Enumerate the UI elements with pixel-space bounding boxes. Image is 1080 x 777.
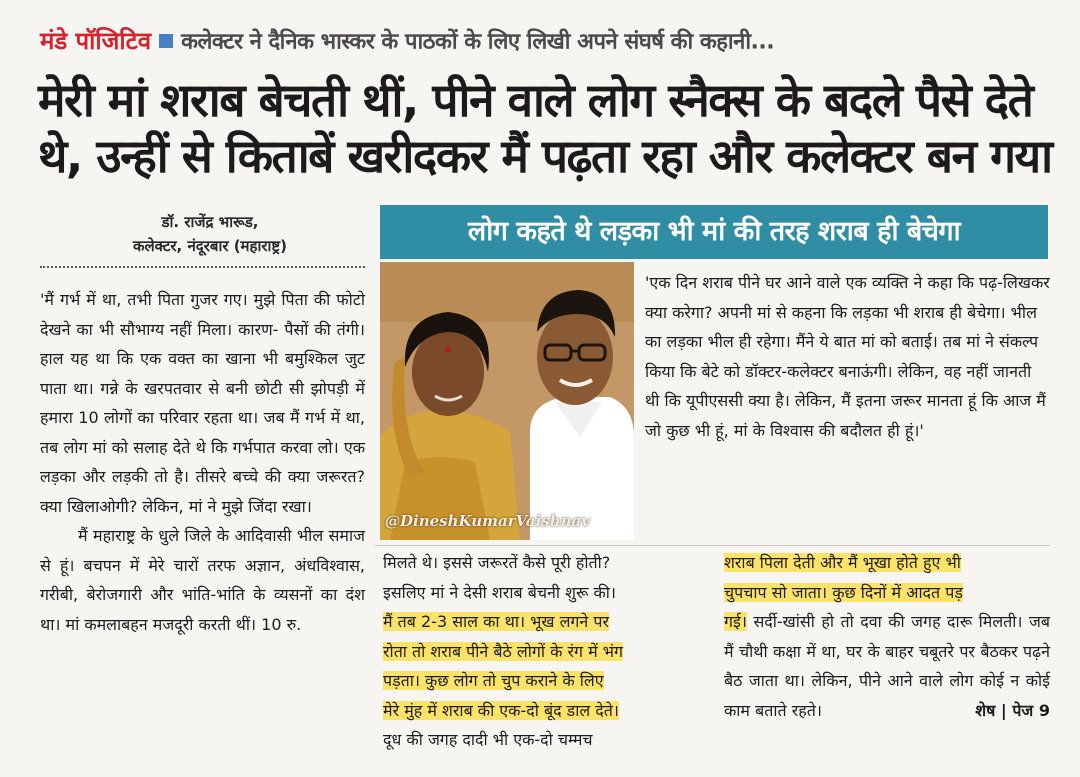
portrait-illustration: [380, 262, 634, 540]
byline: [80, 210, 340, 258]
highlighted-text: चुपचाप सो जाता। कुछ दिनों में आदत पड़: [724, 582, 963, 602]
column-2-line: दूध की जगह दादी भी एक-दो चम्मच: [383, 730, 593, 749]
dotted-divider: [40, 266, 365, 268]
kicker-subtitle: कलेक्टर ने दैनिक भास्कर के पाठकों के लिए लिखी अपने संघर्ष की कहानी...: [181, 29, 775, 55]
article-column-2: [383, 548, 708, 755]
headline-line-2: थे, उन्हीं से किताबें खरीदकर मैं पढ़ता रहा और कलेक्टर बन गया: [38, 129, 1052, 183]
article-column-3: [724, 548, 1050, 725]
pull-quote: 'एक दिन शराब पीने घर आने वाले एक व्यक्ति ने कहा कि पढ़-लिखकर क्या करेगा? अपनी मां से कहना कि लड़का भी शराब ही बेचेगा। भील का लड़का भील ही रहेगा। मैंने ये बात मां को बताई। तब मां ने संकल्प किया कि बेटे को डॉक्टर-कलेक्टर बनाऊंगी। लेकिन, वह नहीं जानती थी कि यूपीएससी क्या है। लेकिन, मैं इतना जरूर मानता हूं कि आज मैं जो कुछ भी हूं, मां के विश्वास की बदौलत ही हूं।': [645, 273, 1050, 440]
highlighted-text: मैं तब 2-3 साल का था। भूख लगने पर: [383, 612, 610, 631]
author-designation: कलेक्टर, नंदूरबार (महाराष्ट्र): [132, 237, 288, 255]
column-1-paragraph-2: मैं महाराष्ट्र के धुले जिले के आदिवासी भील समाज से हूं। बचपन में मेरे चारों तरफ अज्ञान, अंधविश्वास, गरीबी, बेरोजगारी और भांति-भांति के व्यसनों का दंश था। मां कमलाबहन मजदूरी करती थीं। 10 रु.: [40, 526, 365, 634]
continued-on-page-link[interactable]: शेष | पेज 9: [975, 700, 1050, 720]
column-3-text: सर्दी-खांसी हो तो दवा की जगह दारू मिलती। जब मैं चौथी कक्षा में था, घर के बाहर चबूतरे पर बैठकर पढ़ने बैठ जाता था। लेकिन, पीने आने वाले लोग कोई न कोई काम बताते रहते।: [724, 612, 1050, 720]
kicker: [40, 24, 1050, 60]
quote-banner: लोग कहते थे लड़का भी मां की तरह शराब ही बेचेगा: [380, 205, 1048, 259]
article-column-1: [40, 285, 365, 639]
highlighted-text: गई।: [724, 612, 747, 631]
headline-line-1: मेरी मां शराब बेचती थीं, पीने वाले लोग स्नैक्स के बदले पैसे देते: [38, 73, 1033, 127]
square-bullet-icon: [159, 34, 173, 48]
author-name: डॉ. राजेंद्र भारूड,: [161, 213, 259, 231]
headline: [38, 72, 1052, 184]
portrait-photo: [380, 262, 634, 540]
column-1-paragraph-1: 'मैं गर्भ में था, तभी पिता गुजर गए। मुझे पिता की फोटो देखने का भी सौभाग्य नहीं मिला। कारण- पैसों की तंगी। हाल यह था कि एक वक्त का खाना भी बमुश्किल जुट पाता था। गन्ने के खरपतवार से बनी छोटी सी झोपड़ी में हमारा 10 लोगों का परिवार रहता था। जब मैं गर्भ में था, तब लोग मां को सलाह देते थे कि गर्भपात करवा लो। एक लड़का और लड़की तो है। तीसरे बच्चे की क्या जरूरत? क्या खिलाओगी? लेकिन, मां ने मुझे जिंदा रखा।: [40, 290, 365, 516]
highlighted-text: मेरे मुंह में शराब की एक-दो बूंद डाल देते।: [383, 700, 619, 720]
highlighted-text: रोता तो शराब पीने बैठे लोगों के रंग में भंग: [383, 641, 624, 661]
section-divider: [375, 545, 1050, 546]
photo-watermark: @DineshKumarVaishnav: [385, 512, 590, 530]
highlighted-text: पड़ता। कुछ लोग तो चुप कराने के लिए: [383, 671, 604, 690]
column-2-line: मिलते थे। इससे जरूरतें कैसे पूरी होती?: [383, 553, 611, 572]
highlighted-text: शराब पिला देती और मैं भूखा होते हुए भी: [724, 553, 961, 572]
section-brand: मंडे पॉजिटिव: [40, 27, 152, 55]
column-2-line: इसलिए मां ने देसी शराब बेचनी शुरू की।: [383, 582, 616, 602]
